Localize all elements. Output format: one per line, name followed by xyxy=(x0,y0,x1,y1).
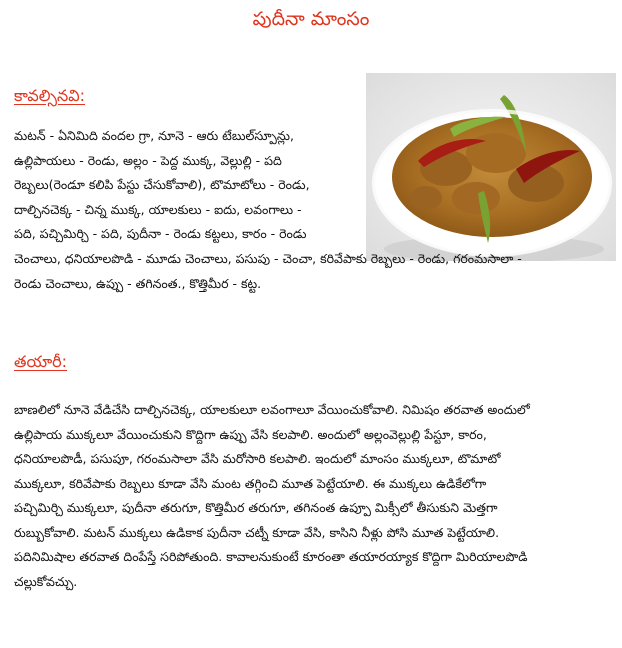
ingredients-heading: కావల్సినవి: xyxy=(14,86,85,105)
method-line: బాణలిలో నూనె వేడిచేసి దాల్చినచెక్క, యాలకులూ లవంగాలూ వేయించుకోవాలి. నిమిషం తరవాత అందులో xyxy=(14,402,530,417)
page-title: పుదీనా మాంసం xyxy=(252,8,370,30)
method-line: ధనియాలపొడీ, పసుపూ, గరంమసాలా వేసి మరోసారి కలపాలి. ఇందులో మాంసం ముక్కలూ, టొమాటో xyxy=(14,451,501,466)
ingredients-line: చెంచాలు, ధనియాలపొడి - మూడు చెంచాలు, పసుపు - చెంచా, కరివేపాకు రెబ్బలు - రెండు, గరంమసాలా - xyxy=(14,250,522,266)
method-line: ముక్కలూ, కరివేపాకు రెబ్బలు కూడా వేసి మంట తగ్గించి మూత పెట్టేయాలి. ఈ ముక్కలు ఉడికేలోగా xyxy=(14,475,487,491)
method-line: ఉల్లిపాయ ముక్కలూ వేయించుకుని కొద్దిగా ఉప్పు వేసి కలపాలి. అందులో అల్లంవెల్లుల్లి పేస్టూ, కారం, xyxy=(14,426,487,442)
ingredients-line: మటన్ - ఏనిమిది వందల గ్రా, నూనె - ఆరు టేబుల్‌స్పూన్లు, xyxy=(14,128,294,143)
ingredients-line: పది, పచ్చిమిర్చి - పది, పుదీనా - రెండు కట్టలు, కారం - రెండు xyxy=(14,226,307,242)
ingredients-list xyxy=(14,124,614,296)
ingredients-line: రెబ్బలు(రెండూ కలిపి పేస్టు చేసుకోవాలి), టొమాటోలు - రెండు, xyxy=(14,177,310,193)
method-heading: తయారీ: xyxy=(14,352,68,371)
method-line: రుబ్బుకోవాలి. మటన్ ముక్కలు ఉడికాక పుదీనా చట్నీ కూడా వేసి, కాసిని నీళ్లు పోసి మూత పెట్టేయాలి. xyxy=(14,524,500,540)
method-line: పచ్చిమిర్చి ముక్కలూ, పుదీనా తరుగూ, కొత్తిమీర తరుగూ, తగినంత ఉప్పూ మిక్సీలో తీసుకుని మెత్తగా xyxy=(14,500,498,515)
method-line: చల్లుకోవచ్చు. xyxy=(14,573,78,589)
ingredients-line: రెండు చెంచాలు, ఉప్పు - తగినంత., కొత్తిమీర - కట్ట. xyxy=(14,275,262,291)
method-paragraph xyxy=(14,398,614,594)
method-line: పదినిమిషాల తరవాత దింపేస్తే సరిపోతుంది. కావాలనుకుంటే కూరంతా తయారయ్యాక కొద్దిగా మిరియాలపొడి xyxy=(14,549,528,564)
ingredients-line: ఉల్లిపాయలు - రెండు, అల్లం - పెద్ద ముక్క, వెల్లుల్లి - పది xyxy=(14,152,282,168)
ingredients-line: దాల్చినచెక్క - చిన్న ముక్క, యాలకులు - ఐదు, లవంగాలు - xyxy=(14,201,302,217)
